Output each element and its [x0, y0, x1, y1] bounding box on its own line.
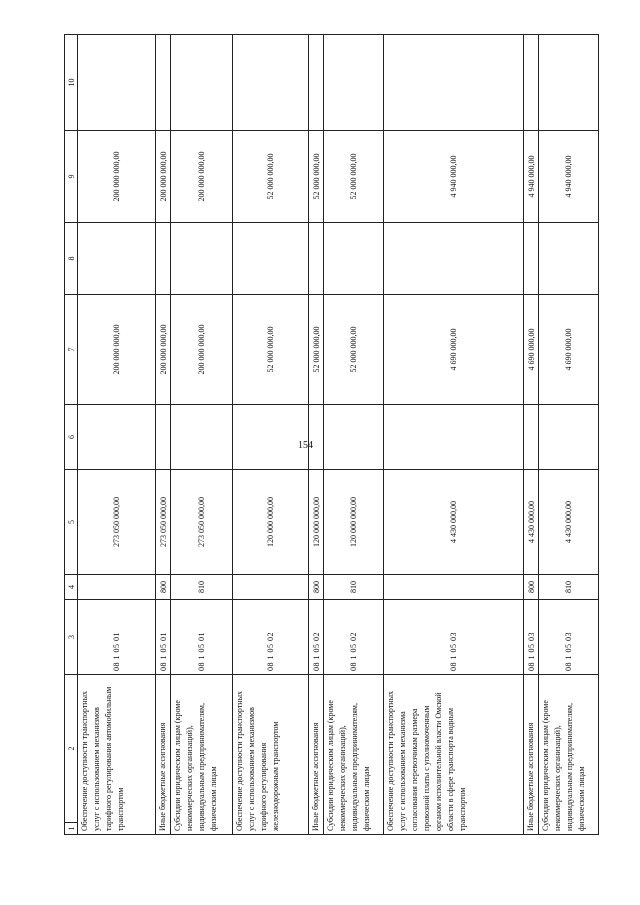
header-cell: 10: [65, 35, 78, 131]
row-value-10: [233, 35, 309, 131]
row-value-10: [309, 35, 324, 131]
row-value-7: 200 000 000,00: [156, 295, 171, 405]
row-description: Иные бюджетные ассигнования: [156, 675, 171, 835]
row-code: 08 1 05 03: [384, 600, 524, 675]
row-value-7: 4 690 000,00: [384, 295, 524, 405]
header-cell: 7: [65, 295, 78, 405]
rotated-page: [64, 35, 604, 835]
table-row: [156, 35, 171, 835]
row-kvr: 800: [156, 575, 171, 600]
header-cell: 5: [65, 470, 78, 575]
row-value-9: 200 000 000,00: [78, 131, 156, 223]
row-value-5: 273 050 000,00: [171, 470, 233, 575]
row-description: Обеспечение доступности транспортных услуг с использованием механизмов тарифного регулирования автомобильным транспортом: [78, 675, 156, 835]
row-value-8: [156, 223, 171, 295]
row-value-9: 52 000 000,00: [309, 131, 324, 223]
row-kvr: [78, 575, 156, 600]
row-value-8: [171, 223, 233, 295]
row-value-7: 52 000 000,00: [324, 295, 384, 405]
row-value-7: 52 000 000,00: [309, 295, 324, 405]
row-value-5: 273 050 000,00: [156, 470, 171, 575]
row-value-5: 120 000 000,00: [309, 470, 324, 575]
budget-table-wrapper: [64, 35, 640, 831]
row-value-8: [78, 223, 156, 295]
row-kvr: 800: [309, 575, 324, 600]
row-value-6: [171, 405, 233, 470]
row-value-9: 52 000 000,00: [324, 131, 384, 223]
row-code: 08 1 05 02: [233, 600, 309, 675]
table-row: [233, 35, 309, 835]
row-code: 08 1 05 03: [539, 600, 599, 675]
row-code: 08 1 05 02: [309, 600, 324, 675]
header-row: [65, 35, 78, 835]
row-description: Обеспечение доступности транспортных услуг с использованием механизма согласования перевозчикам размера провозной платы с уполномоченным органом исполнительной власти Омской области в сфере транспорта водным транспортом: [384, 675, 524, 835]
header-cell: 4: [65, 575, 78, 600]
row-description: Иные бюджетные ассигнования: [309, 675, 324, 835]
row-value-5: 4 430 000,00: [384, 470, 524, 575]
row-value-9: 4 940 000,00: [524, 131, 539, 223]
table-row: [171, 35, 233, 835]
row-code: 08 1 05 01: [78, 600, 156, 675]
row-value-5: 4 430 000,00: [524, 470, 539, 575]
row-value-6: [539, 405, 599, 470]
header-cell: 9: [65, 131, 78, 223]
row-kvr: 810: [171, 575, 233, 600]
row-value-10: [524, 35, 539, 131]
row-value-8: [539, 223, 599, 295]
row-value-8: [324, 223, 384, 295]
row-value-7: 52 000 000,00: [233, 295, 309, 405]
row-value-8: [524, 223, 539, 295]
row-value-9: 200 000 000,00: [156, 131, 171, 223]
row-code: 08 1 05 01: [171, 600, 233, 675]
row-code: 08 1 05 01: [156, 600, 171, 675]
row-code: 08 1 05 02: [324, 600, 384, 675]
row-kvr: 800: [524, 575, 539, 600]
row-value-9: 52 000 000,00: [233, 131, 309, 223]
row-value-5: 4 430 000,00: [539, 470, 599, 575]
row-value-10: [156, 35, 171, 131]
row-code: 08 1 05 03: [524, 600, 539, 675]
table-row: [384, 35, 524, 835]
row-description: Иные бюджетные ассигнования: [524, 675, 539, 835]
row-value-5: 120 000 000,00: [324, 470, 384, 575]
header-cell: 3: [65, 600, 78, 675]
row-value-5: 120 000 000,00: [233, 470, 309, 575]
table-row: [524, 35, 539, 835]
header-cell: 6: [65, 405, 78, 470]
row-value-6: [324, 405, 384, 470]
row-value-6: [309, 405, 324, 470]
row-value-7: 200 000 000,00: [78, 295, 156, 405]
row-value-10: [171, 35, 233, 131]
table-row: [324, 35, 384, 835]
row-value-10: [539, 35, 599, 131]
row-description: Субсидии юридическим лицам (кроме некоммерческих организаций), индивидуальным предпринимателям, физическим лицам: [539, 675, 599, 835]
table-row: [539, 35, 599, 835]
table-row: [78, 35, 156, 835]
row-value-7: 4 690 000,00: [524, 295, 539, 405]
row-kvr: 810: [539, 575, 599, 600]
row-value-6: [384, 405, 524, 470]
row-value-5: 273 050 000,00: [78, 470, 156, 575]
row-value-6: [524, 405, 539, 470]
row-value-8: [233, 223, 309, 295]
row-value-8: [309, 223, 324, 295]
row-value-10: [384, 35, 524, 131]
row-kvr: [233, 575, 309, 600]
header-cell: 1: [65, 823, 78, 835]
budget-table: [64, 34, 599, 835]
row-value-8: [384, 223, 524, 295]
row-value-9: 4 940 000,00: [384, 131, 524, 223]
row-value-7: 4 690 000,00: [539, 295, 599, 405]
table-row: [309, 35, 324, 835]
row-value-6: [156, 405, 171, 470]
row-value-10: [324, 35, 384, 131]
header-cell: 2: [65, 675, 78, 823]
row-description: Субсидии юридическим лицам (кроме некоммерческих организаций), индивидуальным предпринимателям, физическим лицам: [171, 675, 233, 835]
row-value-6: [78, 405, 156, 470]
row-value-7: 200 000 000,00: [171, 295, 233, 405]
row-value-9: 200 000 000,00: [171, 131, 233, 223]
row-value-10: [78, 35, 156, 131]
header-cell: 8: [65, 223, 78, 295]
page-number: 154: [298, 440, 313, 451]
row-kvr: [384, 575, 524, 600]
row-value-6: [233, 405, 309, 470]
row-kvr: 810: [324, 575, 384, 600]
row-description: Обеспечение доступности транспортных услуг с использованием механизмов тарифного регулирования железнодорожным транспортом: [233, 675, 309, 835]
row-value-9: 4 940 000,00: [539, 131, 599, 223]
row-description: Субсидии юридическим лицам (кроме некоммерческих организаций), индивидуальным предпринимателям, физическим лицам: [324, 675, 384, 835]
